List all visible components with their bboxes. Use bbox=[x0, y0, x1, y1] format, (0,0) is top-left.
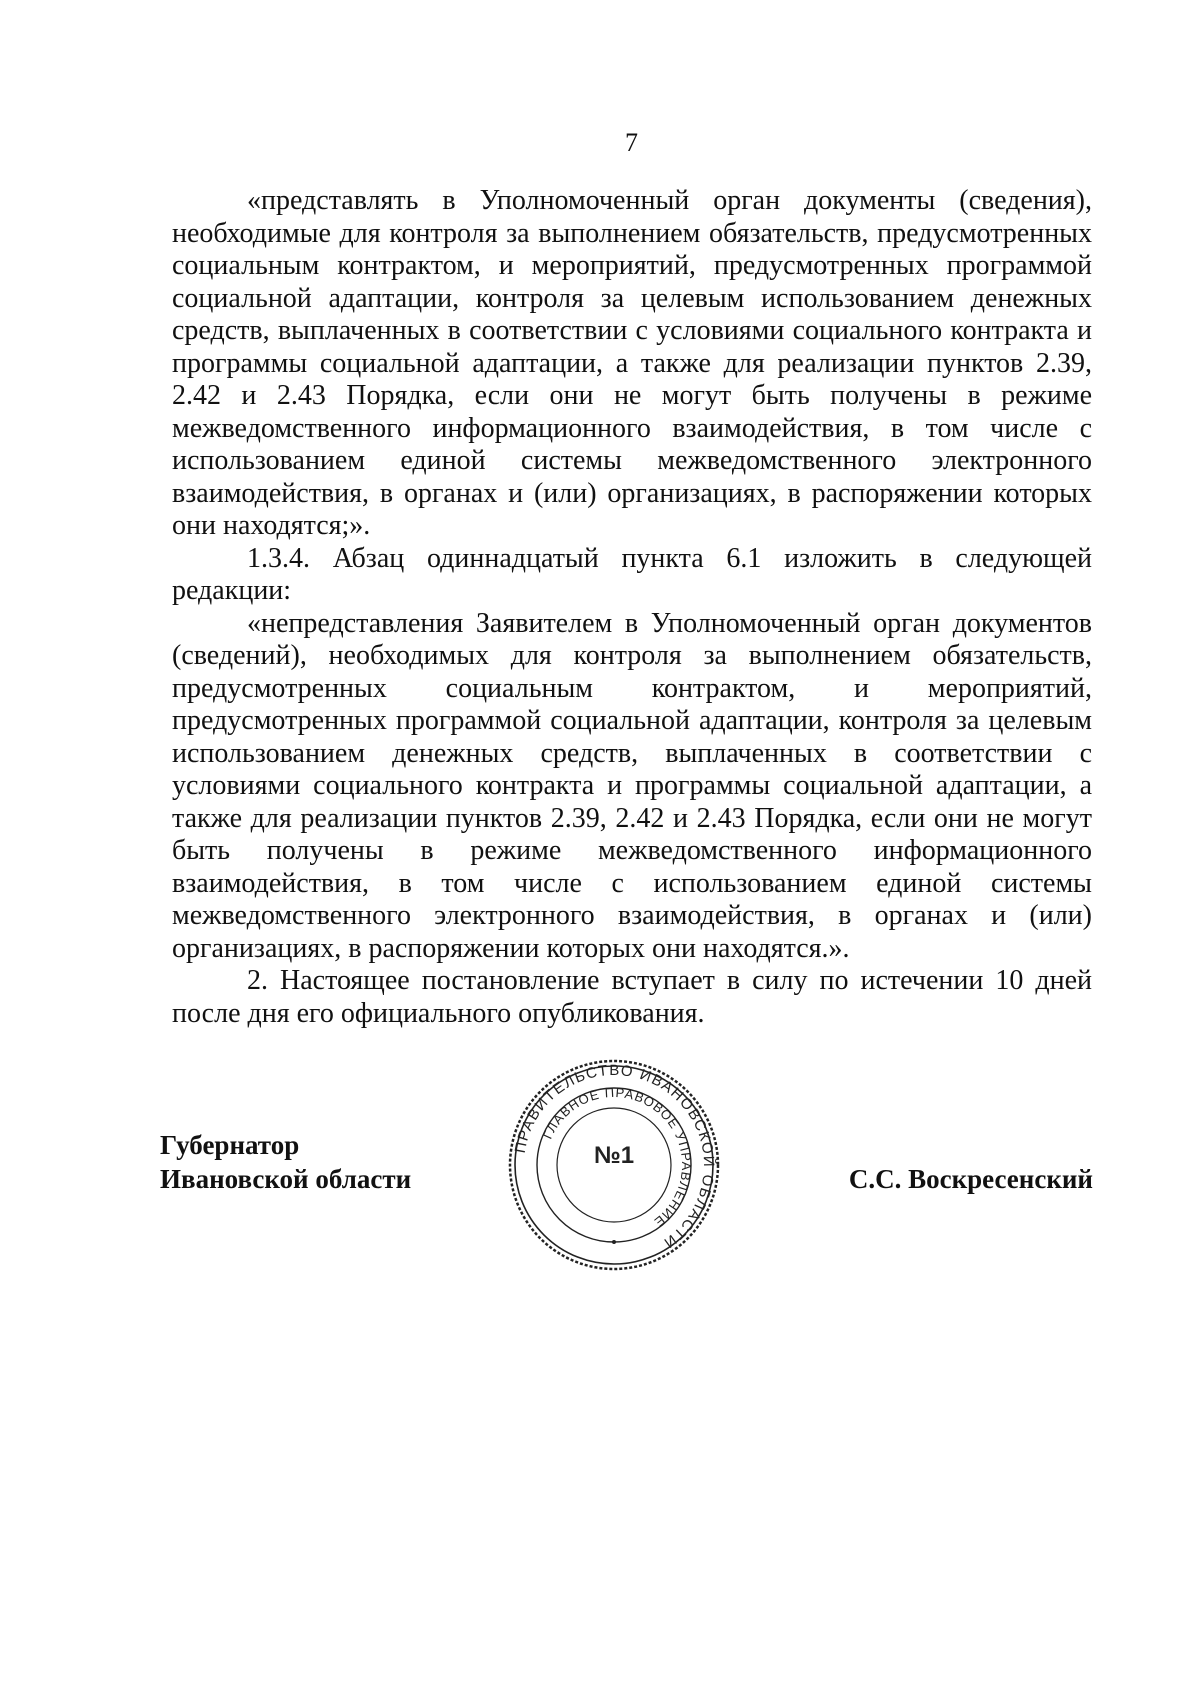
paragraph-quote-1: «представлять в Уполномоченный орган документы (сведения), необходимые для контроля за выполнением обязательств, предусмотренных социальным контрактом, и мероприятий, предусмотренных программой социальной адаптации, контроля за целевым использованием денежных средств, выплаченных в соответствии с условиями социального контракта и программы социальной адаптации, а также для реализации пунктов 2.39, 2.42 и 2.43 Порядка, если они не могут быть получены в режиме межведомственного информационного взаимодействия, в том числе с использованием единой системы межведомственного электронного взаимодействия, в органах и (или) организациях, в распоряжении которых они находятся;». bbox=[172, 185, 1092, 541]
paragraph-item-2: 2. Настоящее постановление вступает в силу по истечении 10 дней после дня его официального опубликования. bbox=[172, 965, 1092, 1029]
signatory-position-line-1: Губернатор bbox=[160, 1130, 300, 1160]
paragraph-item-1-3-4: 1.3.4. Абзац одиннадцатый пункта 6.1 изложить в следующей редакции: bbox=[172, 542, 1092, 606]
signatory-position-line-2: Ивановской области bbox=[160, 1164, 412, 1194]
signatory-position bbox=[160, 1128, 411, 1196]
page-number: 7 bbox=[625, 128, 638, 157]
seal-outer-text: ПРАВИТЕЛЬСТВО ИВАНОВСКОЙ ОБЛАСТИ bbox=[511, 1061, 718, 1252]
seal-number: №1 bbox=[593, 1142, 635, 1169]
document-body bbox=[172, 185, 1092, 1030]
official-seal bbox=[505, 1056, 723, 1274]
paragraph-quote-2: «непредставления Заявителем в Уполномоченный орган документов (сведений), необходимых для контроля за выполнением обязательств, предусмотренных социальным контрактом, и мероприятий, предусмотренных программой социальной адаптации, контроля за целевым использованием денежных средств, выплаченных в соответствии с условиями социального контракта и программы социальной адаптации, а также для реализации пунктов 2.39, 2.42 и 2.43 Порядка, если они не могут быть получены в режиме межведомственного информационного взаимодействия, в том числе с использованием единой системы межведомственного электронного взаимодействия, в органах и (или) организациях, в распоряжении которых они находятся.». bbox=[172, 607, 1092, 964]
seal-inner-text: ГЛАВНОЕ ПРАВОВОЕ УПРАВЛЕНИЕ bbox=[539, 1084, 695, 1231]
signatory-name: С.С. Воскресенский bbox=[848, 1164, 1093, 1194]
